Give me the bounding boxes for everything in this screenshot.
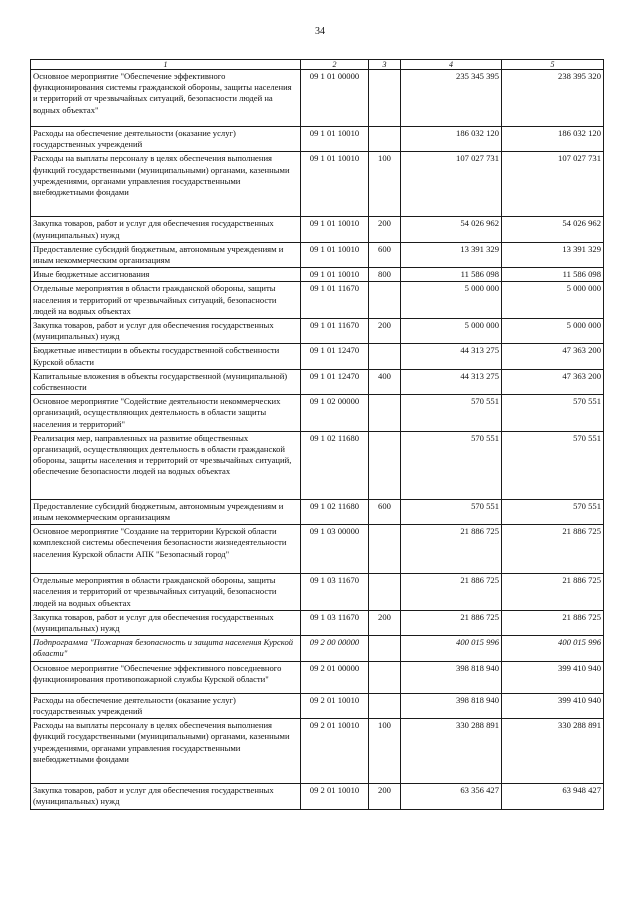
row-expense-type-cell — [369, 127, 401, 152]
row-amount-1-cell: 330 288 891 — [401, 719, 502, 784]
row-expense-type-cell: 600 — [369, 499, 401, 524]
table-row — [31, 369, 604, 394]
row-amount-2-cell: 5 000 000 — [502, 319, 604, 344]
row-amount-1-cell: 13 391 329 — [401, 242, 502, 267]
row-name-cell: Основное мероприятие "Создание на территории Курской области комплексной системы обеспечения безопасности жизнедеятельности населения Курской области АПК "Безопасный город" — [31, 525, 301, 574]
row-code-cell: 09 1 01 10010 — [301, 242, 369, 267]
row-amount-1-cell: 5 000 000 — [401, 319, 502, 344]
row-name-cell: Предоставление субсидий бюджетным, автономным учреждениям и иным некоммерческим организациям — [31, 499, 301, 524]
row-name-cell: Расходы на обеспечение деятельности (оказание услуг) государственных учреждений — [31, 693, 301, 718]
row-code-cell: 09 2 01 10010 — [301, 719, 369, 784]
table-header-row — [31, 60, 604, 70]
table-row — [31, 693, 604, 718]
budget-table — [30, 59, 604, 810]
row-expense-type-cell — [369, 395, 401, 432]
row-name-cell: Подпрограмма "Пожарная безопасность и защита населения Курской области" — [31, 636, 301, 661]
row-amount-1-cell: 21 886 725 — [401, 574, 502, 611]
row-amount-2-cell: 21 886 725 — [502, 525, 604, 574]
table-row — [31, 525, 604, 574]
row-amount-2-cell: 47 363 200 — [502, 344, 604, 369]
row-name-cell: Расходы на обеспечение деятельности (оказание услуг) государственных учреждений — [31, 127, 301, 152]
row-expense-type-cell: 400 — [369, 369, 401, 394]
row-name-cell: Предоставление субсидий бюджетным, автономным учреждениям и иным некоммерческим организациям — [31, 242, 301, 267]
table-row — [31, 319, 604, 344]
row-amount-2-cell: 21 886 725 — [502, 574, 604, 611]
row-code-cell: 09 2 01 10010 — [301, 693, 369, 718]
row-code-cell: 09 1 01 10010 — [301, 152, 369, 217]
row-expense-type-cell: 200 — [369, 610, 401, 635]
row-amount-1-cell: 11 586 098 — [401, 268, 502, 282]
row-amount-1-cell: 235 345 395 — [401, 70, 502, 127]
row-code-cell: 09 1 01 12470 — [301, 369, 369, 394]
row-code-cell: 09 1 01 12470 — [301, 344, 369, 369]
table-row — [31, 282, 604, 319]
row-expense-type-cell: 200 — [369, 784, 401, 810]
row-amount-2-cell: 399 410 940 — [502, 661, 604, 693]
table-row — [31, 344, 604, 369]
row-amount-2-cell: 21 886 725 — [502, 610, 604, 635]
table-row — [31, 719, 604, 784]
row-name-cell: Иные бюджетные ассигнования — [31, 268, 301, 282]
row-amount-2-cell: 11 586 098 — [502, 268, 604, 282]
row-code-cell: 09 1 03 11670 — [301, 574, 369, 611]
row-expense-type-cell — [369, 574, 401, 611]
row-expense-type-cell — [369, 431, 401, 499]
row-name-cell: Отдельные мероприятия в области гражданской обороны, защиты населения и территорий от чрезвычайных ситуаций, безопасности людей на водных объектах — [31, 574, 301, 611]
row-amount-1-cell: 54 026 962 — [401, 217, 502, 242]
row-expense-type-cell: 200 — [369, 217, 401, 242]
row-amount-1-cell: 570 551 — [401, 499, 502, 524]
row-name-cell: Реализация мер, направленных на развитие общественных организаций, осуществляющих деятельность в области гражданской обороны, защиты населения и территорий от чрезвычайных ситуаций, обеспечение безопасности людей на водных объектах — [31, 431, 301, 499]
row-amount-2-cell: 570 551 — [502, 395, 604, 432]
row-expense-type-cell — [369, 693, 401, 718]
row-amount-2-cell: 238 395 320 — [502, 70, 604, 127]
row-amount-2-cell: 330 288 891 — [502, 719, 604, 784]
row-name-cell: Основное мероприятие "Содействие деятельности некоммерческих организаций, осуществляющих деятельность в области защиты населения и территорий" — [31, 395, 301, 432]
row-expense-type-cell: 100 — [369, 719, 401, 784]
table-row — [31, 499, 604, 524]
row-amount-2-cell: 399 410 940 — [502, 693, 604, 718]
row-expense-type-cell — [369, 661, 401, 693]
row-amount-1-cell: 398 818 940 — [401, 661, 502, 693]
table-row — [31, 268, 604, 282]
row-amount-2-cell: 570 551 — [502, 499, 604, 524]
row-code-cell: 09 1 01 11670 — [301, 319, 369, 344]
page-number: 34 — [315, 26, 325, 37]
column-header-name: 1 — [31, 60, 301, 70]
row-name-cell: Отдельные мероприятия в области гражданской обороны, защиты населения и территорий от чрезвычайных ситуаций, безопасности людей на водных объектах — [31, 282, 301, 319]
table-row — [31, 784, 604, 810]
row-code-cell: 09 1 01 10010 — [301, 127, 369, 152]
table-row — [31, 127, 604, 152]
row-expense-type-cell — [369, 70, 401, 127]
row-amount-2-cell: 186 032 120 — [502, 127, 604, 152]
row-code-cell: 09 2 01 10010 — [301, 784, 369, 810]
row-amount-2-cell: 107 027 731 — [502, 152, 604, 217]
row-expense-type-cell: 100 — [369, 152, 401, 217]
table-row — [31, 574, 604, 611]
row-code-cell: 09 2 00 00000 — [301, 636, 369, 661]
row-name-cell: Основное мероприятие "Обеспечение эффективного функционирования системы гражданской обороны, защиты населения и территорий от чрезвычайных ситуаций, безопасности людей на водных объектах" — [31, 70, 301, 127]
row-code-cell: 09 1 03 11670 — [301, 610, 369, 635]
table-row — [31, 636, 604, 661]
row-amount-2-cell: 13 391 329 — [502, 242, 604, 267]
row-expense-type-cell: 800 — [369, 268, 401, 282]
row-name-cell: Бюджетные инвестиции в объекты государственной собственности Курской области — [31, 344, 301, 369]
table-row — [31, 70, 604, 127]
row-expense-type-cell — [369, 282, 401, 319]
column-header-amount-2: 5 — [502, 60, 604, 70]
row-expense-type-cell — [369, 525, 401, 574]
row-amount-1-cell: 5 000 000 — [401, 282, 502, 319]
row-code-cell: 09 1 02 11680 — [301, 499, 369, 524]
row-code-cell: 09 1 02 00000 — [301, 395, 369, 432]
row-amount-2-cell: 570 551 — [502, 431, 604, 499]
row-amount-1-cell: 398 818 940 — [401, 693, 502, 718]
column-header-amount-1: 4 — [401, 60, 502, 70]
row-code-cell: 09 1 01 11670 — [301, 282, 369, 319]
column-header-expense-type: 3 — [369, 60, 401, 70]
row-amount-1-cell: 186 032 120 — [401, 127, 502, 152]
table-row — [31, 661, 604, 693]
row-name-cell: Основное мероприятие "Обеспечение эффективного повседневного функционирования противопожарной службы Курской области" — [31, 661, 301, 693]
row-name-cell: Расходы на выплаты персоналу в целях обеспечения выполнения функций государственными (муниципальными) органами, казенными учреждениями, органами управления государственными внебюджетными фондами — [31, 719, 301, 784]
row-amount-2-cell: 63 948 427 — [502, 784, 604, 810]
row-amount-1-cell: 44 313 275 — [401, 369, 502, 394]
row-amount-2-cell: 54 026 962 — [502, 217, 604, 242]
row-amount-2-cell: 47 363 200 — [502, 369, 604, 394]
row-name-cell: Закупка товаров, работ и услуг для обеспечения государственных (муниципальных) нужд — [31, 217, 301, 242]
row-expense-type-cell: 600 — [369, 242, 401, 267]
table-row — [31, 395, 604, 432]
row-amount-2-cell: 5 000 000 — [502, 282, 604, 319]
row-amount-1-cell: 570 551 — [401, 395, 502, 432]
row-name-cell: Капитальные вложения в объекты государственной (муниципальной) собственности — [31, 369, 301, 394]
row-name-cell: Расходы на выплаты персоналу в целях обеспечения выполнения функций государственными (муниципальными) органами, казенными учреждениями, органами управления государственными внебюджетными фондами — [31, 152, 301, 217]
table-row — [31, 152, 604, 217]
row-amount-1-cell: 21 886 725 — [401, 525, 502, 574]
row-amount-1-cell: 21 886 725 — [401, 610, 502, 635]
table-row — [31, 242, 604, 267]
row-amount-1-cell: 570 551 — [401, 431, 502, 499]
row-amount-2-cell: 400 015 996 — [502, 636, 604, 661]
table-row — [31, 431, 604, 499]
row-code-cell: 09 1 01 00000 — [301, 70, 369, 127]
row-name-cell: Закупка товаров, работ и услуг для обеспечения государственных (муниципальных) нужд — [31, 319, 301, 344]
row-code-cell: 09 1 03 00000 — [301, 525, 369, 574]
row-expense-type-cell: 200 — [369, 319, 401, 344]
table-row — [31, 610, 604, 635]
table-body — [31, 70, 604, 810]
row-amount-1-cell: 63 356 427 — [401, 784, 502, 810]
row-name-cell: Закупка товаров, работ и услуг для обеспечения государственных (муниципальных) нужд — [31, 610, 301, 635]
row-code-cell: 09 2 01 00000 — [301, 661, 369, 693]
row-code-cell: 09 1 01 10010 — [301, 217, 369, 242]
column-header-code: 2 — [301, 60, 369, 70]
row-expense-type-cell — [369, 344, 401, 369]
row-code-cell: 09 1 01 10010 — [301, 268, 369, 282]
row-code-cell: 09 1 02 11680 — [301, 431, 369, 499]
row-amount-1-cell: 44 313 275 — [401, 344, 502, 369]
row-expense-type-cell — [369, 636, 401, 661]
row-name-cell: Закупка товаров, работ и услуг для обеспечения государственных (муниципальных) нужд — [31, 784, 301, 810]
row-amount-1-cell: 400 015 996 — [401, 636, 502, 661]
table-row — [31, 217, 604, 242]
row-amount-1-cell: 107 027 731 — [401, 152, 502, 217]
